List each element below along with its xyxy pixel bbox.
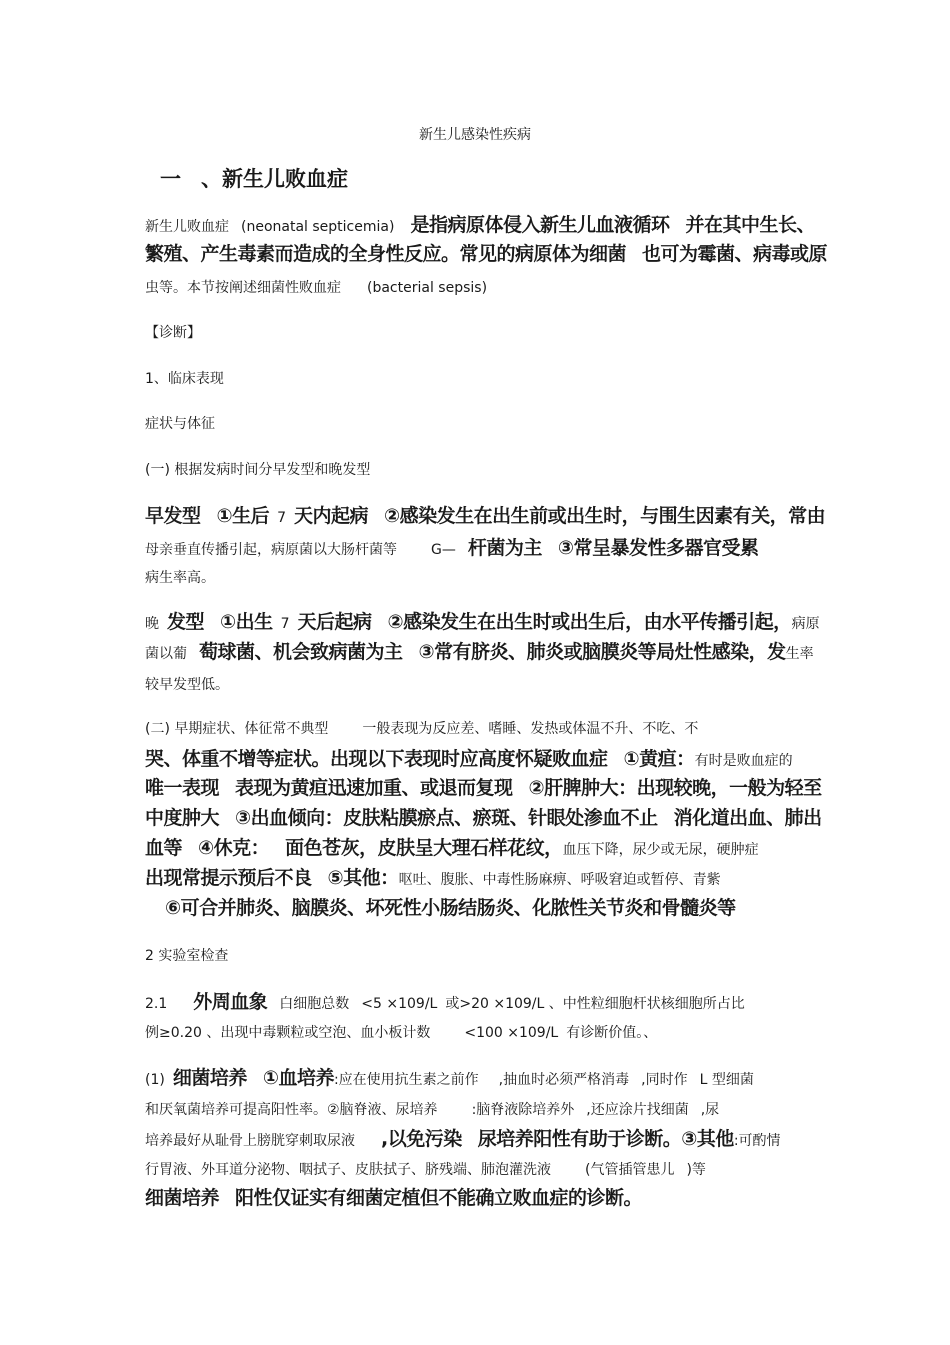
subsection-2-line-4: 中度肿大 ③出血倾向：皮肤粘膜瘀点、瘀斑、针眼处渗血不止 消化道出血、肺出 — [145, 807, 822, 829]
subsection-1-heading: (一) 根据发病时间分早发型和晚发型 — [145, 462, 371, 478]
page-title: 新生儿感染性疾病 — [419, 127, 531, 143]
section-heading — [160, 164, 800, 194]
intro-line-2: 繁殖、产生毒素而造成的全身性反应。常见的病原体为细菌 也可为霉菌、病毒或原 — [145, 243, 828, 265]
culture-line-5: 细菌培养 阳性仅证实有细菌定植但不能确立败血症的诊断。 — [145, 1187, 643, 1209]
late-onset-line-2: 菌以葡 萄球菌、机会致病菌为主 ③常有脐炎、肺炎或脑膜炎等局灶性感染，发生率 — [145, 641, 814, 663]
late-onset-line-3: 较早发型低。 — [145, 677, 229, 693]
subsection-2-line-6: 出现常提示预后不良 ⑤其他：呕吐、腹胀、中毒性肠麻痹、呼吸窘迫或暂停、青紫 — [145, 867, 721, 889]
blood-count-line-1: 2.1 外周血象 白细胞总数 <5 ×109/L 或>20 ×109/L 、中性粒细胞杆状核细胞所占比 — [145, 991, 745, 1013]
culture-line-4: 行胃液、外耳道分泌物、咽拭子、皮肤拭子、脐残端、肺泡灌洗液 (气管插管患儿 )等 — [145, 1162, 706, 1178]
late-onset-line-1: 晚 发型 ①出生 7 天后起病 ②感染发生在出生时或出生后，由水平传播引起，病原 — [145, 611, 820, 633]
subsection-2-line-7: ⑥可合并肺炎、脑膜炎、坏死性小肠结肠炎、化脓性关节炎和骨髓炎等 — [165, 897, 736, 919]
culture-line-3: 培养最好从耻骨上膀胱穿刺取尿液 ,以免污染 尿培养阳性有助于诊断。③其他:可酌情 — [145, 1128, 781, 1150]
early-onset-line-1: 早发型 ①生后 7 天内起病 ②感染发生在出生前或出生时，与围生因素有关，常由 — [145, 505, 826, 527]
subsection-2-line-1: (二) 早期症状、体征常不典型 一般表现为反应差、嗜睡、发热或体温不升、不吃、不 — [145, 721, 699, 737]
subsection-2-line-3: 唯一表现 表现为黄疸迅速加重、或退而复现 ②肝脾肿大：出现较晚，一般为轻至 — [145, 777, 822, 799]
early-onset-line-3: 病生率高。 — [145, 570, 215, 586]
subsection-2-line-2: 哭、体重不增等症状。出现以下表现时应高度怀疑败血症 ①黄疸：有时是败血症的 — [145, 748, 793, 770]
intro-line-1: 新生儿败血症 (neonatal septicemia) 是指病原体侵入新生儿血液循环 并在其中生长、 — [145, 214, 815, 236]
diagnosis-heading: 【诊断】 — [145, 325, 201, 341]
early-onset-line-2: 母亲垂直传播引起，病原菌以大肠杆菌等 G— 杆菌为主 ③常呈暴发性多器官受累 — [145, 537, 759, 559]
culture-line-2: 和厌氧菌培养可提高阳性率。②脑脊液、尿培养 :脑脊液除培养外 ,还应涂片找细菌 ,尿 — [145, 1102, 720, 1118]
lab-heading: 2 实验室检查 — [145, 948, 229, 964]
intro-line-3: 虫等。本节按阐述细菌性败血症 (bacterial sepsis) — [145, 280, 488, 296]
blood-count-line-2: 例≥0.20 、出现中毒颗粒或空泡、血小板计数 <100 ×109/L 有诊断价值。、 — [145, 1025, 658, 1041]
section-number: 一 — [160, 167, 181, 191]
culture-line-1: (1) 细菌培养 ①血培养:应在使用抗生素之前作 ,抽血时必须严格消毒 ,同时作 L 型细菌 — [145, 1067, 754, 1089]
section-title: 、新生儿败血症 — [201, 167, 348, 191]
symptoms-heading: 症状与体征 — [145, 416, 215, 432]
subsection-2-line-5: 血等 ④休克： 面色苍灰，皮肤呈大理石样花纹，血压下降，尿少或无尿，硬肿症 — [145, 837, 759, 859]
clinical-heading: 1、临床表现 — [145, 371, 224, 387]
